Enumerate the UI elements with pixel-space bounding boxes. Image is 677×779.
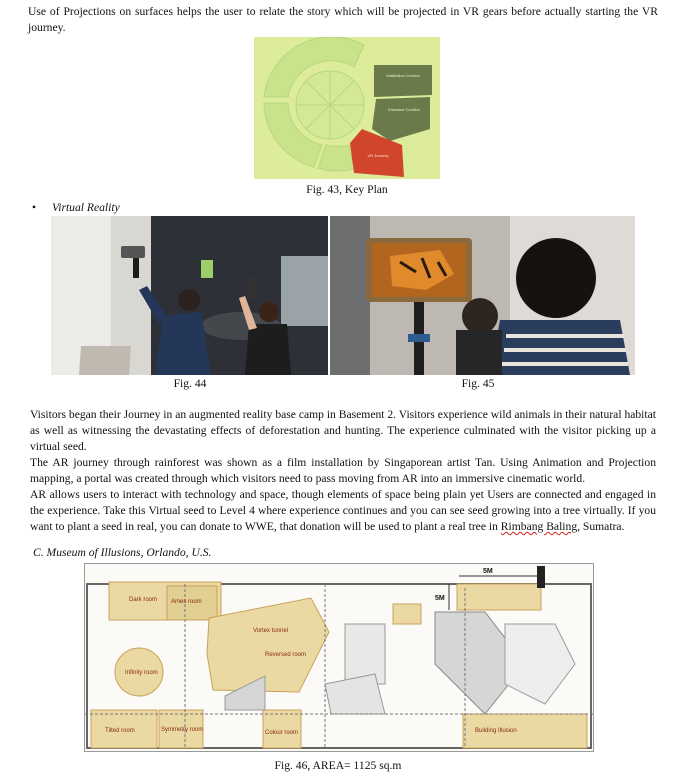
entrance-block [372,97,430,141]
key-plan-image [254,37,440,179]
paragraph-ar-interaction [30,487,656,535]
intro-paragraph: Use of Projections on surfaces helps the user to relate the story which will be projected in VR gears before actually starting the VR journey. [28,5,658,34]
room-vortex [207,598,329,692]
room-colour [263,710,301,748]
room-label: Colour room [265,730,299,736]
room-label: Building Illusion [475,728,517,734]
photo-fig45 [330,216,635,375]
bullet: • [32,201,37,214]
antibiotics-block [374,65,432,97]
section-heading-vr: Virtual Reality [52,201,120,214]
dimension-label: 5M [435,595,445,602]
paragraph-ar-base-camp: Visitors began their Journey in an augmented reality base camp in Basement 2. Visitors experience wild animals in their natural habitat as well as witnessing the devastating effects of deforestation and hunting. The experience culminated with the visitor picking up a virtual seed. [30,408,656,453]
misspelled-place: Rimbang Baling [500,520,578,533]
ring-segment [318,145,354,171]
room-label: Symmetry room [161,727,204,733]
section-heading-museum: C. Museum of Illusions, Orlando, U.S. [33,546,212,559]
room-5m [457,584,541,610]
room-label: Ames room [171,599,202,605]
paragraph-text-end: , Sumatra. [577,520,625,533]
dimension-label: 5M [483,568,493,575]
key-label: VR Journey [367,153,389,158]
fig45-caption: Fig. 45 [461,377,495,390]
fig43-caption: Fig. 43, Key Plan [306,183,388,196]
photo-fig44 [51,216,328,375]
room-label: Reversed room [265,652,307,658]
paragraph-ar-journey: The AR journey through rainforest was shown as a film installation by Singaporean artist Tan. Using Animation and Projection mapping, a portal was created through which visitors need to pass moving from AR into an immersive cinematic world. [30,456,656,485]
key-plan-drawing [254,37,440,179]
fig44-caption: Fig. 44 [173,377,207,390]
room-label: Dark room [129,597,158,603]
room-label: Infinity room [125,670,158,676]
room-label: Vortex tunnel [253,628,289,634]
floor-plan-image [84,563,594,752]
room-label: Tilted room [105,728,135,734]
key-label: Entrance Corridor [388,107,420,112]
paragraph-text: AR allows users to interact with technology and space, though elements of space being plain yet Users are connected and engaged in the experience. Take this Virtual seed to Level 4 where experience continues and you can see seed growing into a tree virtually. If you want to plant a seed in real, you can donate to WWE, that donation will be used to plant a real tree in [30,488,656,533]
key-label: Antibiotics Corridor [386,73,420,78]
fig46-caption: Fig. 46, AREA= 1125 sq.m [274,759,402,772]
